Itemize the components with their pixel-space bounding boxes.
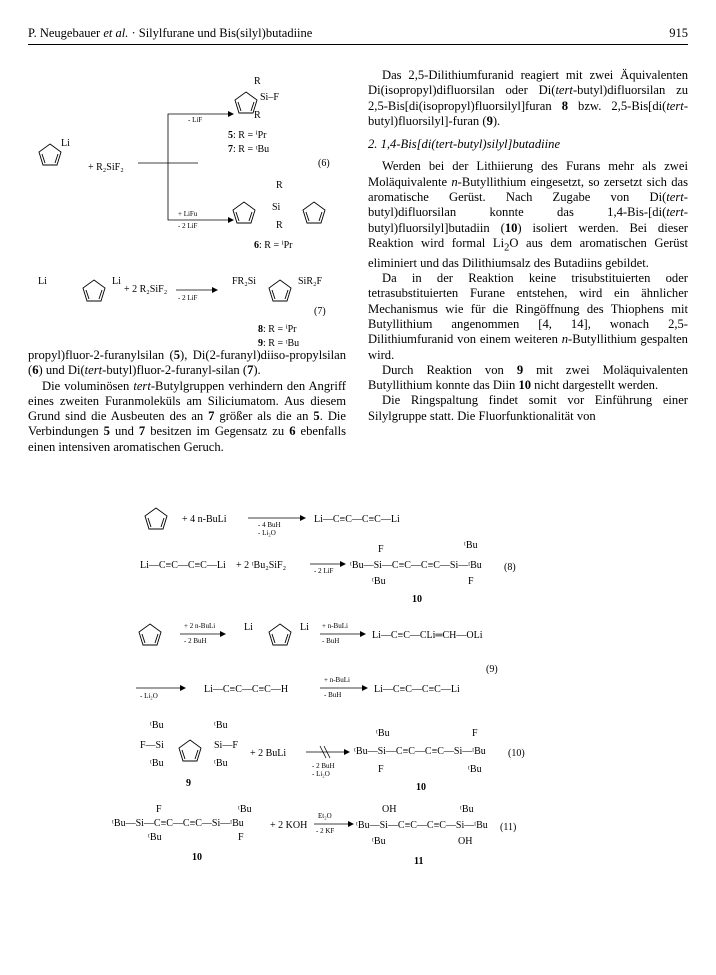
- left-paragraph-1: [28, 348, 346, 379]
- furan-ring: [233, 202, 255, 223]
- text-run: -butyl)fluorsilyl]butadiin (: [368, 205, 688, 235]
- right-paragraph-4: [368, 363, 688, 394]
- text-run: bzw. 2,5-Bis[di(: [567, 98, 667, 113]
- reagent-2nbuli: + 2 n-BuLi: [184, 622, 216, 630]
- right-paragraph-5: [368, 393, 688, 424]
- text-run: mit zwei Moläquivalenten Butyllithium konnte das Diin: [368, 362, 688, 393]
- compound-label-9: 9: [186, 778, 191, 789]
- furan-ring: [179, 740, 201, 761]
- reagent-2koh: + 2 KOH: [270, 820, 308, 831]
- cond-li2o: - Li₂O: [258, 529, 276, 537]
- label-7: [228, 144, 269, 155]
- right-paragraph-1: [368, 68, 688, 129]
- compound-7: 7: [228, 144, 233, 155]
- cond-buh: - BuH: [324, 691, 342, 699]
- text-run: . Die Verbindungen: [28, 409, 346, 439]
- scheme-8-11: [110, 500, 700, 970]
- eq-9: (9): [486, 664, 498, 675]
- dilithio-butadiyne: Li—C≡C—C≡C—Li: [374, 684, 460, 695]
- reagent-nbuli: + n-BuLi: [322, 622, 348, 630]
- li-right: Li: [112, 276, 121, 287]
- f-label: F: [472, 728, 478, 739]
- text-run: 6: [289, 424, 296, 439]
- li-label: Li: [244, 622, 253, 633]
- text-run: O aus dem aromatischen Gerüst eliminiert und das Dilithiumsalz des Butadiins gebildet.: [368, 235, 688, 270]
- section-heading: 2. 1,4-Bis[di(tert-butyl)silyl]butadiine: [368, 137, 561, 152]
- li-left: Li: [38, 276, 47, 287]
- right-column: [368, 68, 688, 424]
- tbu-label: ᵗBu: [214, 720, 228, 731]
- text-run: -Butyllithium gespalten wird.: [368, 332, 688, 362]
- cond-4buh: - 4 BuH: [258, 521, 281, 529]
- text-run: Da in der Reaktion keine trisubstituierten oder tetrasubstituierten Furane entstehen, wird ein ähnlicher Mechanismus wie für die Ringöffnung des Thiophens mit Butyllithium angenommen [4, 14], wonach 2,5-Dilithiumfuranid von einem weiteren: [368, 271, 688, 347]
- text-run: 2: [504, 242, 510, 254]
- cond-2buh: - 2 BuH: [312, 762, 335, 770]
- text-run: n: [451, 174, 458, 189]
- tbu-label: ᵗBu: [238, 804, 252, 815]
- compound-8: 8: [258, 324, 263, 335]
- li-label: Li: [300, 622, 309, 633]
- label-7-value: : R = ᵗBu: [233, 144, 270, 155]
- tbu-label: ᵗBu: [148, 832, 162, 843]
- cond-lif: - LiF: [188, 116, 203, 124]
- text-run: 10: [518, 378, 532, 393]
- scheme-6-7: [28, 70, 348, 360]
- text-run: tert: [133, 378, 151, 393]
- eq-10: (10): [508, 748, 525, 759]
- f-label: F: [378, 764, 384, 775]
- text-run: -butyl)difluorsilan zu 2,5-Bis[di(isopropyl)fluorsilyl]furan: [368, 83, 688, 113]
- text-run: ), Di(2-furanyl)diiso-propylsilan (: [28, 348, 346, 378]
- text-run: 7: [247, 363, 254, 378]
- text-run: n: [561, 332, 569, 347]
- text-run: -Butyllithium eingesetzt, so zersetzt sich das aromatische Gerüst. Nach Zugabe von Di(: [368, 174, 688, 205]
- text-run: 5: [103, 424, 110, 439]
- compound-9: 9: [258, 338, 263, 349]
- text-run: tert: [666, 190, 684, 205]
- r-label: R: [254, 110, 261, 121]
- text-run: 5: [173, 348, 181, 362]
- compound-11-chain: ᵗBu—Si—C≡C—C≡C—Si—ᵗBu: [356, 820, 488, 831]
- si-f-label: Si–F: [260, 92, 279, 103]
- label-6-value: : R = ⁱPr: [259, 240, 293, 251]
- text-run: 5: [313, 409, 320, 424]
- arrow-head: [344, 749, 350, 755]
- f-label: F: [468, 576, 474, 587]
- tbu-label: ᵗBu: [376, 728, 390, 739]
- text-run: tert: [84, 363, 103, 378]
- cond-lifu: + LiFu: [178, 210, 198, 218]
- arrow-head: [348, 821, 354, 827]
- cond-2lif: - 2 LiF: [314, 567, 334, 575]
- text-run: 9: [486, 113, 493, 128]
- text-run: Die Ringspaltung findet somit vor Einführung einer Silylgruppe statt. Die Fluorfunktionalität von: [368, 393, 688, 423]
- tbu-label: ᵗBu: [372, 836, 386, 847]
- f-label: F: [378, 544, 384, 555]
- arrow-head: [340, 561, 346, 567]
- right-paragraph-3: [368, 271, 688, 363]
- arrow-head: [360, 631, 366, 637]
- eq-7: (7): [314, 306, 326, 317]
- li-label: Li: [61, 138, 70, 149]
- cond-2kf: - 2 KF: [316, 827, 335, 835]
- left-column: [28, 348, 346, 455]
- compound-6: 6: [254, 240, 259, 251]
- compound-label-10: 10: [412, 594, 422, 605]
- compound-5: 5: [228, 130, 233, 141]
- f-label: F: [156, 804, 162, 815]
- label-5: [228, 130, 267, 141]
- reagent-2r2sif2: + 2 R₂SiF₂: [124, 284, 168, 295]
- open-chain-intermediate: Li—C≡C—CLi═CH—OLi: [372, 630, 483, 641]
- header-authors: P. Neugebauer: [28, 26, 101, 40]
- compound-10-chain: ᵗBu—Si—C≡C—C≡C—Si—ᵗBu: [112, 818, 244, 829]
- cond-li2o: - Li₂O: [140, 692, 158, 700]
- text-run: ).: [253, 363, 261, 378]
- page-number: 915: [669, 26, 688, 40]
- furan-ring: [303, 202, 325, 223]
- dilithio-butadiyne: Li—C≡C—C≡C—Li: [140, 560, 226, 571]
- monolithio-butadiyne: Li—C≡C—C≡C—H: [204, 684, 289, 695]
- furan-ring: [269, 624, 291, 645]
- cond-2buh: - 2 BuH: [184, 637, 207, 645]
- text-run: besitzen im Gegensatz zu: [145, 424, 290, 439]
- cond-li2o: - Li₂O: [312, 770, 330, 778]
- text-run: 10: [504, 220, 518, 235]
- r-label: R: [276, 220, 283, 231]
- label-8: [258, 324, 297, 335]
- label-6: [254, 240, 293, 251]
- compound-10-chain: ᵗBu—Si—C≡C—C≡C—Si—ᵗBu: [350, 560, 482, 571]
- text-run: und: [109, 424, 139, 439]
- text-run: 6: [32, 363, 39, 378]
- cond-2lif: - 2 LiF: [178, 294, 198, 302]
- branch-bottom: [168, 163, 228, 220]
- text-run: Werden bei der Lithiierung des Furans mehr als zwei Moläquivalente: [368, 159, 688, 189]
- cond-buh: - BuH: [322, 637, 340, 645]
- running-header: [28, 26, 688, 45]
- tbu-label: ᵗBu: [150, 758, 164, 769]
- text-run: größer als die an: [214, 409, 314, 424]
- header-etal: et al.: [103, 26, 129, 40]
- eq-11: (11): [500, 822, 517, 833]
- cond-2lif: - 2 LiF: [178, 222, 198, 230]
- dilithio-butadiyne: Li—C≡C—C≡C—Li: [314, 514, 400, 525]
- tbu-label: ᵗBu: [464, 540, 478, 551]
- text-run: 9: [516, 362, 524, 377]
- text-run: 7: [138, 424, 146, 439]
- tbu-label: ᵗBu: [214, 758, 228, 769]
- text-run: nicht dargestellt werden.: [531, 378, 659, 393]
- text-run: tert: [666, 98, 684, 113]
- arrow-head: [362, 685, 368, 691]
- header-title: · Silylfurane und Bis(silyl)butadiine: [131, 26, 313, 40]
- right-paragraph-2: [368, 159, 688, 271]
- cond-et2o: Et₂O: [318, 812, 332, 820]
- furan-ring: [269, 280, 291, 301]
- compound-10-chain: ᵗBu—Si—C≡C—C≡C—Si—ᵗBu: [354, 746, 486, 757]
- compound-label-11: 11: [414, 856, 424, 867]
- text-run: 7: [208, 409, 215, 424]
- f-si-label: F—Si: [140, 740, 164, 751]
- si-label: Si: [272, 202, 281, 213]
- r-label: R: [276, 180, 283, 191]
- text-run: Durch Reaktion von: [382, 362, 517, 377]
- tbu-label: ᵗBu: [150, 720, 164, 731]
- arrow-head: [228, 217, 234, 223]
- furan-ring: [39, 144, 61, 165]
- reagent-4nbuli: + 4 n-BuLi: [182, 514, 227, 525]
- text-run: Die voluminösen: [42, 378, 134, 393]
- text-run: tert: [666, 205, 684, 220]
- arrow-head: [180, 685, 186, 691]
- tbu-label: ᵗBu: [460, 804, 474, 815]
- text-run: -butyl)difluorsilan konnte das 1,4-Bis-[di(: [368, 190, 688, 220]
- text-run: ) und Di(: [38, 363, 85, 378]
- header-citation: [28, 26, 312, 41]
- reagent-tbu2sif2: + 2 ᵗBu₂SiF₂: [236, 560, 287, 571]
- left-paragraph-2: [28, 379, 346, 455]
- eq-8: (8): [504, 562, 516, 573]
- text-run: 8: [561, 98, 568, 113]
- reagent-nbuli: + n-BuLi: [324, 676, 350, 684]
- f-label: F: [238, 832, 244, 843]
- text-run: tert: [555, 83, 573, 98]
- sir2f-label: SiR₂F: [298, 276, 323, 287]
- furan-ring: [145, 508, 167, 529]
- label-9-value: : R = ᵗBu: [263, 338, 300, 349]
- oh-label: OH: [458, 836, 473, 847]
- arrow-head: [300, 515, 306, 521]
- text-run: ).: [492, 113, 501, 128]
- furan-ring: [139, 624, 161, 645]
- arrow-head: [212, 287, 218, 293]
- r-label: R: [254, 76, 261, 87]
- arrow-head: [220, 631, 226, 637]
- tbu-label: ᵗBu: [468, 764, 482, 775]
- arrow-head: [228, 111, 234, 117]
- text-run: propyl)fluor-2-furanylsilan (: [28, 348, 174, 362]
- eq-6: (6): [318, 158, 330, 169]
- text-run: -butyl)fluorsilyl]-furan (: [368, 98, 689, 128]
- furan-ring: [83, 280, 105, 301]
- compound-label-10: 10: [192, 852, 202, 863]
- text-run: Das 2,5-Dilithiumfuranid reagiert mit zwei Äquivalenten Di(isopropyl)difluorsilan oder Di(: [368, 68, 688, 98]
- oh-label: OH: [382, 804, 397, 815]
- si-f-label: Si—F: [214, 740, 238, 751]
- reagent-2buli: + 2 BuLi: [250, 748, 287, 759]
- label-5-value: : R = ⁱPr: [233, 130, 267, 141]
- text-run: ebenfalls einen intensiven aromatischen Geruch.: [28, 424, 346, 454]
- text-run: ) isoliert werden. Bei dieser Reaktion wird formal Li: [368, 220, 688, 250]
- fr2si-label: FR₂Si: [232, 276, 257, 287]
- text-run: -Butylgruppen verhindern den Angriff eines zweiten Furanmoleküls am Siliciumatom. Aus diesem Grund sind die Ausbeuten des an: [28, 378, 347, 424]
- label-8-value: : R = ⁱPr: [263, 324, 297, 335]
- text-run: -butyl)fluor-2-furanyl-silan (: [102, 363, 248, 378]
- reagent-r2sif2: + R₂SiF₂: [88, 162, 124, 173]
- tbu-label: ᵗBu: [372, 576, 386, 587]
- compound-label-10: 10: [416, 782, 426, 793]
